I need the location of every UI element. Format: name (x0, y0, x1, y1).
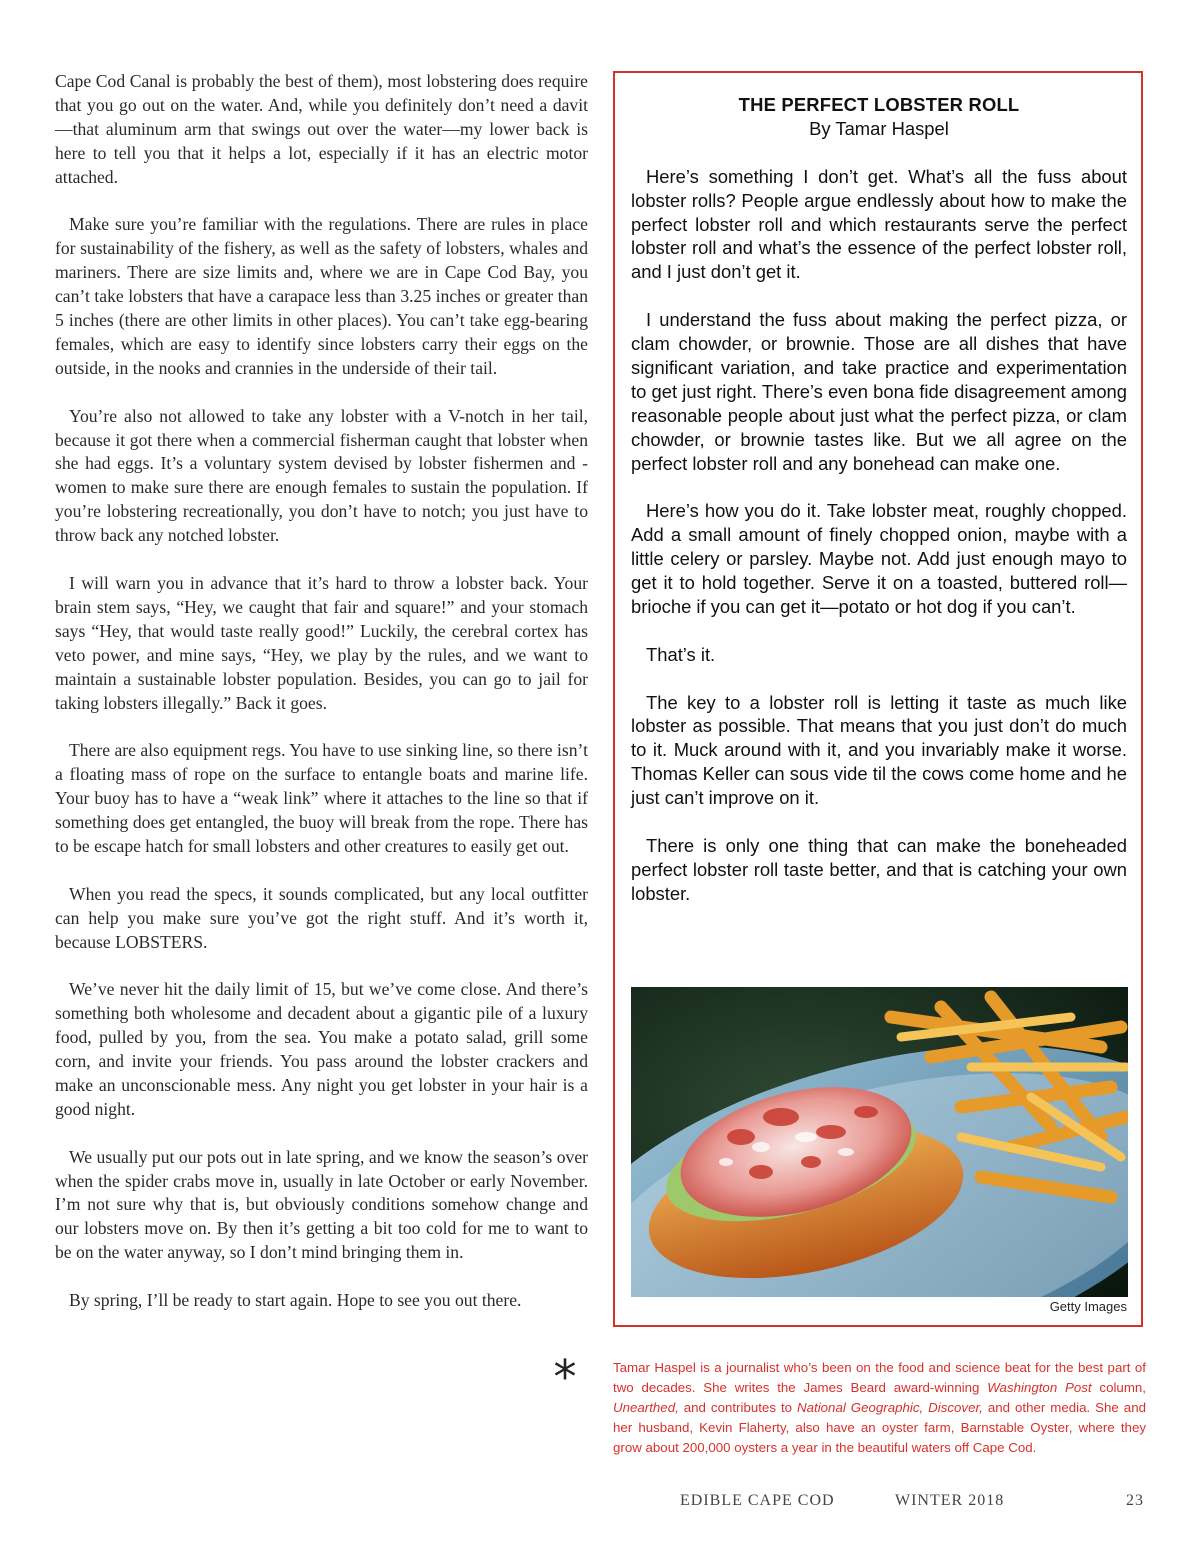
lobster-roll-illustration (631, 987, 1128, 1297)
main-article-column (55, 70, 588, 1337)
sidebar-paragraph: Here’s something I don’t get. What’s all the fuss about lobster rolls? People argue endlessly about how to make the perfect lobster roll and which restaurants serve the perfect lobster roll and what’s the essence of the perfect lobster roll, and I just don’t get it. (631, 165, 1127, 283)
bio-publication: Washington Post (987, 1380, 1092, 1395)
author-bio (613, 1358, 1146, 1458)
sidebar-paragraph: That’s it. (646, 643, 716, 665)
photo-credit: Getty Images (1049, 1299, 1127, 1314)
bio-publication: Unearthed, (613, 1400, 679, 1415)
sidebar-paragraph: The key to a lobster roll is letting it taste as much like lobster as possible. That means that you just don’t do much to it. Muck around with it, and you invariably make it worse. Thomas Keller can sous vide til the cows come home and he just can’t improve on it. (631, 691, 1127, 809)
article-paragraph: Cape Cod Canal is probably the best of them), most lobstering does require that you go out on the water. And, while you definitely don’t need a davit—that aluminum arm that swings out over the water—my lower back is here to tell you that it helps a lot, especially if it has an electric motor attached. (55, 71, 588, 187)
bio-publication: National Geographic, Discover, (797, 1400, 983, 1415)
article-paragraph: We’ve never hit the daily limit of 15, but we’ve come close. And there’s something both wholesome and decadent about a gigantic pile of a luxury food, pulled by you, from the sea. You make a potato salad, grill some corn, and invite your friends. You pass around the lobster crackers and make an unconscionable mess. Any night you get lobster in your hair is a good night. (55, 979, 588, 1119)
lobster-roll-photo (631, 987, 1128, 1297)
sidebar-paragraph: Here’s how you do it. Take lobster meat, roughly chopped. Add a small amount of finely chopped onion, maybe with a little celery or parsley. Maybe not. Add just enough mayo to get it to hold together. Serve it on a toasted, buttered roll—brioche if you can get it—potato or hot dog if you can’t. (631, 500, 1127, 617)
bio-text: Tamar Haspel is a journalist who’s been on the food and science beat for the best part of two decades. She writes the James Beard award-winning (613, 1360, 1146, 1395)
article-paragraph: I will warn you in advance that it’s hard to throw a lobster back. Your brain stem says, “Hey, we caught that fair and square!” and your stomach says “Hey, that would taste really good!” Luckily, the cerebral cortex has veto power, and mine says, “Hey, we play by the rules, and we want to maintain a sustainable lobster population. Besides, you can go to jail for taking lobsters illegally.” Back it goes. (55, 572, 588, 713)
sidebar-paragraph: I understand the fuss about making the perfect pizza, or clam chowder, or brownie. Those are all dishes that have significant variation, and take practice and experimentation to get just right. There’s even bona fide disagreement among reasonable people about just what the perfect pizza, or clam chowder, or brownie tastes like. But we all agree on the perfect lobster roll and any bonehead can make one. (631, 309, 1127, 474)
article-closing-paragraph: By spring, I’ll be ready to start again. Hope to see you out there. (69, 1290, 522, 1311)
page-footer (0, 1492, 1200, 1516)
sidebar-byline: By Tamar Haspel (809, 117, 949, 139)
article-paragraph: There are also equipment regs. You have to use sinking line, so there isn’t a floating mass of rope on the surface to entangle boats and marine life. Your buoy has to have a “weak link” where it attaches to the line so that if something does get entangled, the buoy will break from the rope. There has to be escape hatch for small lobsters and other creatures to easily get out. (55, 740, 588, 856)
bio-text: column, (1091, 1380, 1146, 1395)
magazine-name: EDIBLE CAPE COD (680, 1492, 835, 1509)
sidebar-box (613, 71, 1143, 1327)
sidebar-title: THE PERFECT LOBSTER ROLL (738, 94, 1020, 115)
sidebar-paragraph: There is only one thing that can make the boneheaded perfect lobster roll taste better, and that is catching your own lobster. (631, 835, 1127, 904)
article-paragraph: Make sure you’re familiar with the regulations. There are rules in place for sustainability of the fishery, as well as the safety of lobsters, whales and mariners. There are size limits and, where we are in Cape Cod Bay, you can’t take lobsters that have a carapace less than 3.25 inches or greater than 5 inches (there are other limits in other places). You can’t take egg-bearing females, which are easy to identify since lobsters carry their eggs on the outside, in the nooks and crannies in the underside of their tail. (55, 214, 588, 378)
article-paragraph: You’re also not allowed to take any lobster with a V-notch in her tail, because it got there when a commercial fisherman caught that lobster when she had eggs. It’s a voluntary system devised by lobster fishermen and -women to make sure there are enough females to sustain the population. If you’re lobstering recreationally, you don’t have to notch; you just have to throw back any notched lobster. (55, 405, 588, 546)
article-paragraph: When you read the specs, it sounds complicated, but any local outfitter can help you make sure you’ve got the right stuff. And it’s worth it, because LOBSTERS. (55, 883, 588, 952)
article-paragraph: We usually put our pots out in late spring, and we know the season’s over when the spider crabs move in, usually in late October or early November. I’m not sure why that is, but obviously conditions somehow change and our lobsters move on. By then it’s getting a bit too cold for me to want to be on the water anyway, so I don’t mind bringing them in. (55, 1146, 588, 1263)
sidebar-text (631, 93, 1127, 930)
page-number: 23 (1126, 1492, 1144, 1509)
issue-date: WINTER 2018 (895, 1492, 1005, 1509)
bio-text: and contributes to (678, 1400, 798, 1415)
bio-text: and other media. She and her husband, Kevin Flaherty, also have an oyster farm, Barnstable Oyster, where they grow about 200,000 oysters a year in the beautiful waters off Cape Cod. (613, 1400, 1146, 1455)
end-of-article-mark: * (553, 1350, 577, 1404)
